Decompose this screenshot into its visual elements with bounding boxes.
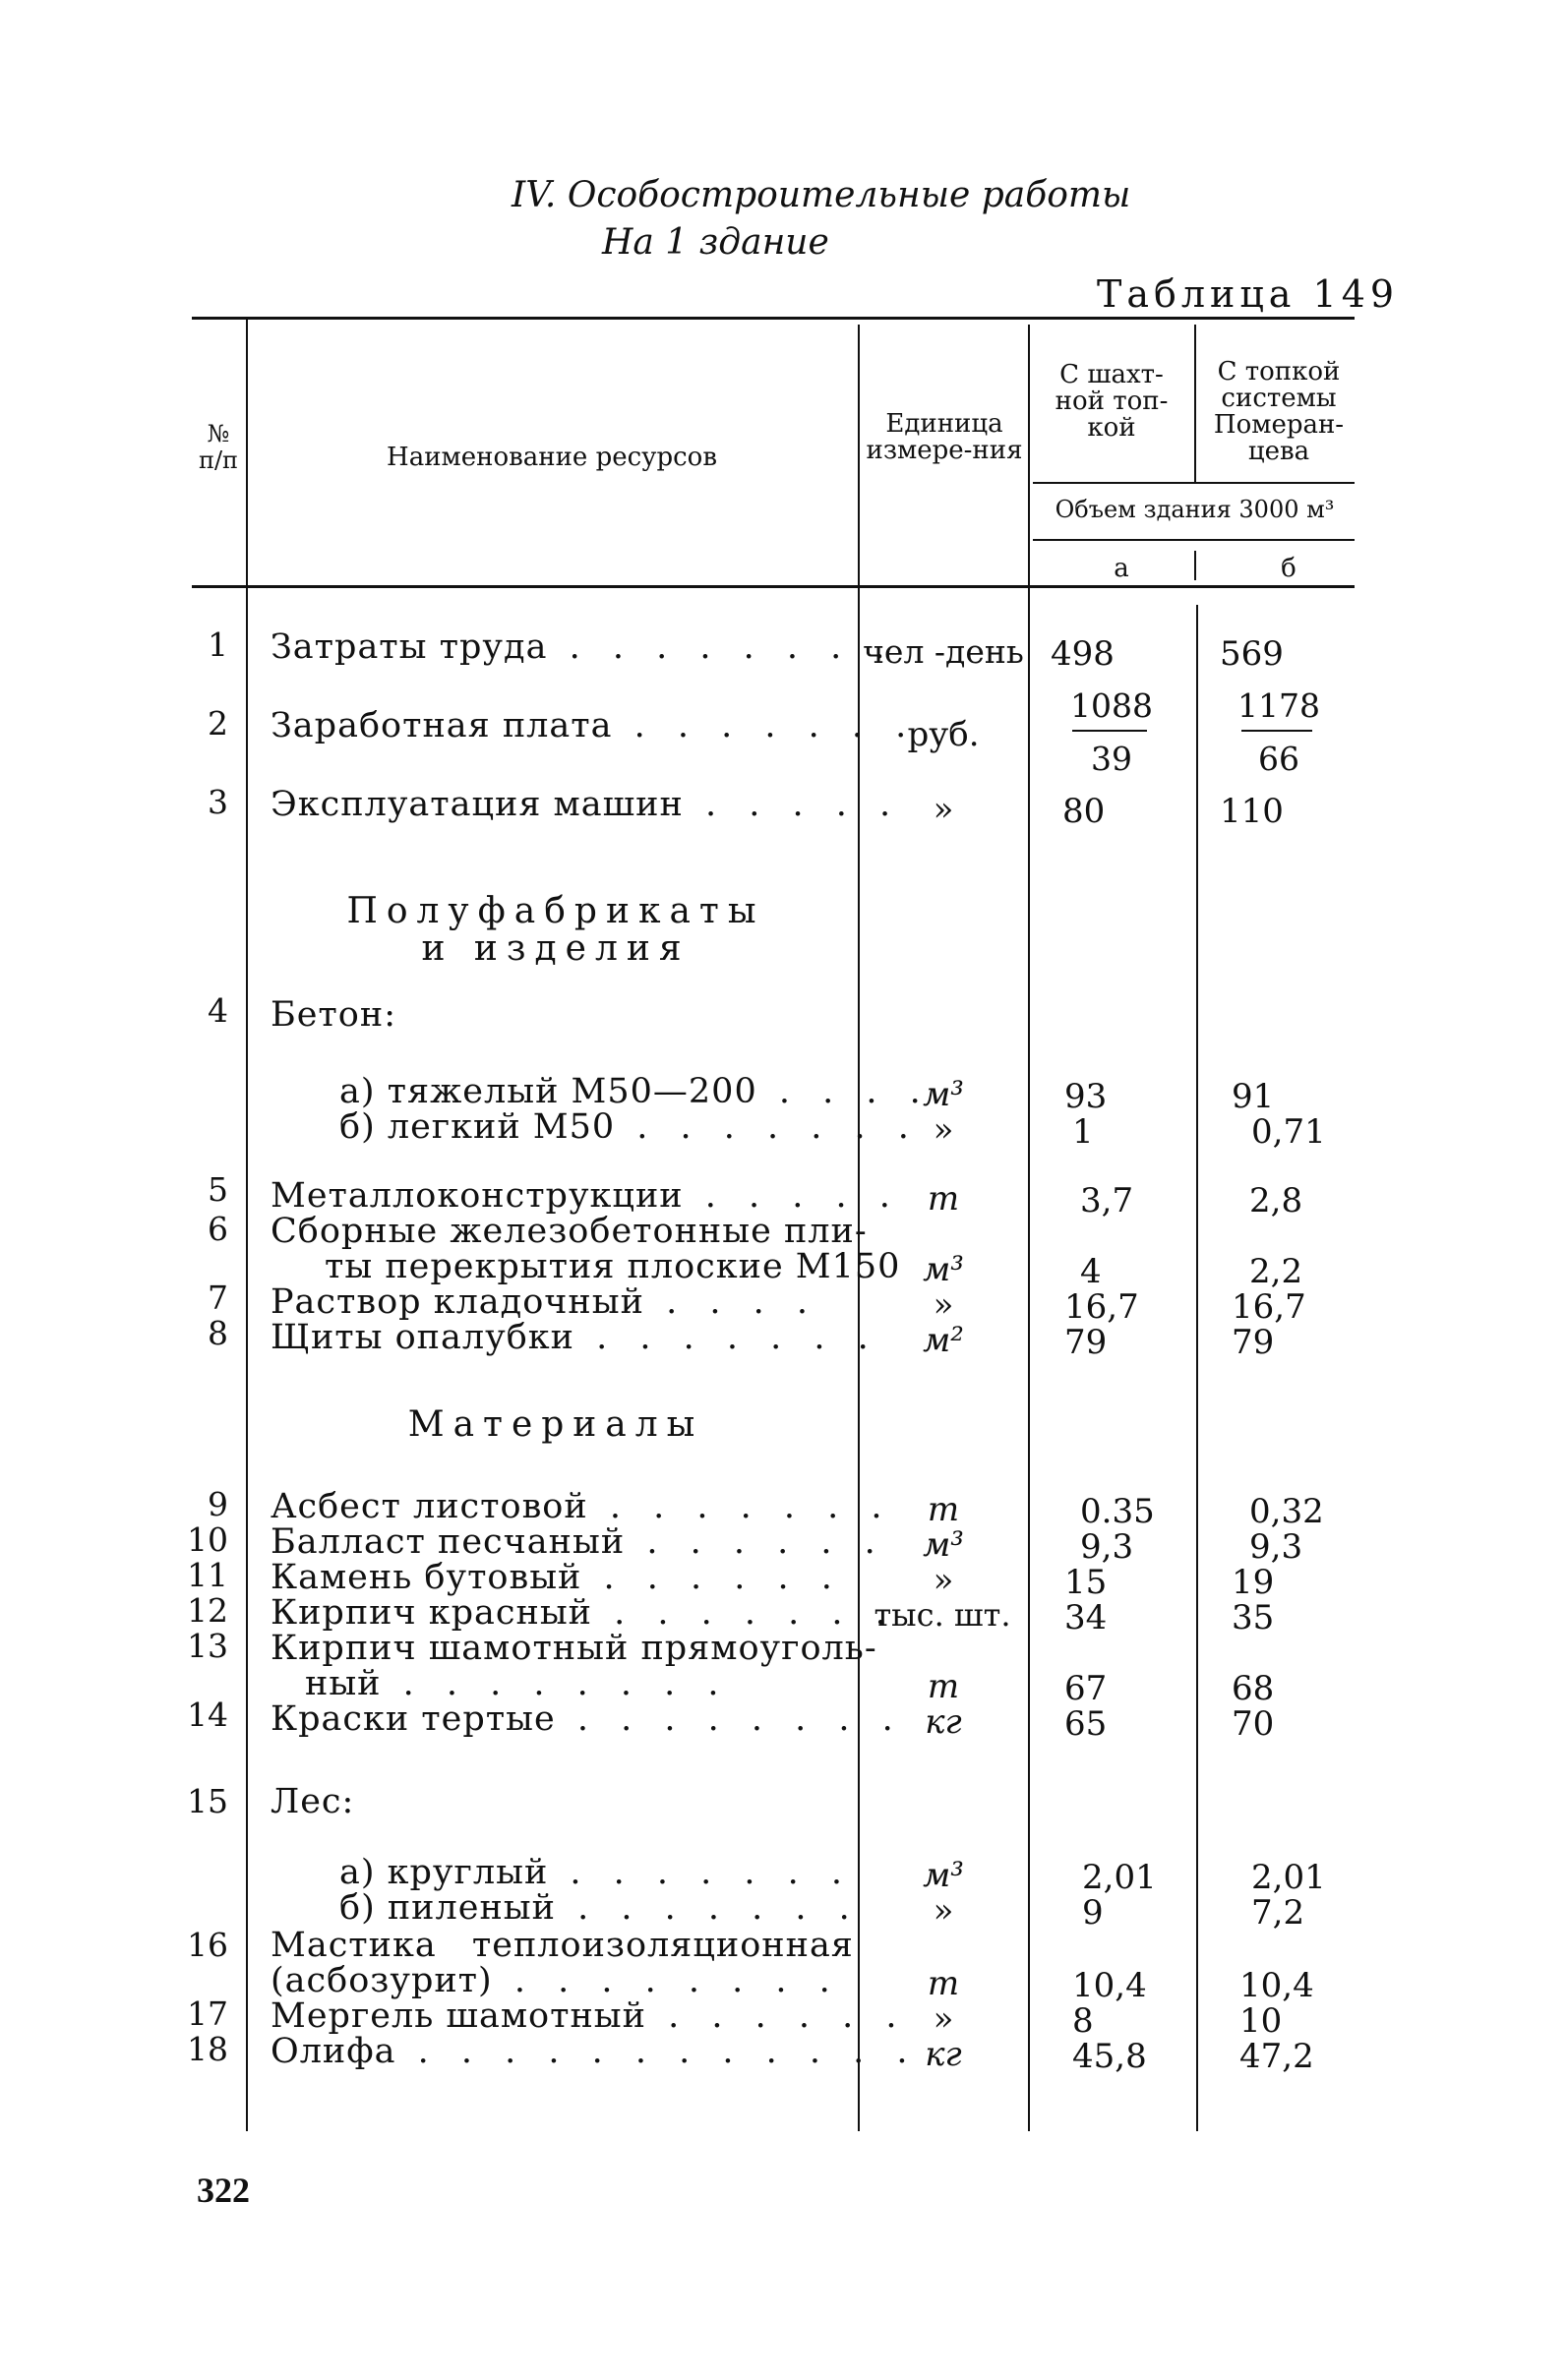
header-variant-b: С топкой системы Померан-цева	[1213, 357, 1345, 466]
row-unit: чел -день	[863, 632, 1024, 671]
row-value-b: 70	[1232, 1704, 1275, 1744]
row-unit: м³	[923, 1075, 964, 1114]
row-unit: т	[927, 1490, 960, 1529]
row-value-b-denominator: 66	[1258, 740, 1299, 778]
header-unit: Единица измере-ния	[866, 409, 1023, 465]
row-name: а) тяжелый М50—200 . . . .	[339, 1072, 932, 1111]
row-name-continued: (асбозурит) . . . . . . . .	[271, 1961, 841, 2000]
row-unit: м³	[923, 1525, 964, 1565]
row-value-a-denominator: 39	[1091, 740, 1132, 778]
row-unit: т	[927, 1179, 960, 1219]
header-bottom-rule	[192, 585, 1355, 588]
row-num: 4	[208, 991, 228, 1030]
row-name: Сборные железобетонные пли-	[271, 1212, 868, 1251]
row-num: 12	[187, 1591, 228, 1630]
row-num: 13	[187, 1627, 228, 1665]
row-value-b: 35	[1232, 1598, 1275, 1637]
row-value-b: 47,2	[1239, 2037, 1314, 2076]
row-name: Кирпич шамотный прямоуголь-	[271, 1629, 877, 1668]
row-num: 1	[208, 625, 228, 664]
row-value-b: 19	[1232, 1563, 1275, 1602]
row-value-a: 9	[1082, 1893, 1104, 1933]
row-num: 16	[187, 1926, 228, 1964]
row-name: Лес:	[271, 1782, 355, 1821]
row-name: Бетон:	[271, 995, 396, 1035]
row-value-b-numerator: 1178	[1237, 686, 1320, 725]
col-divider-ab-mid	[1194, 551, 1196, 580]
row-value-b: 2,01	[1251, 1858, 1326, 1897]
row-name: Краски тертые . . . . . . . .	[271, 1699, 904, 1739]
row-unit: руб.	[907, 715, 980, 754]
col-divider-ab	[1196, 605, 1198, 2131]
row-value-a: 93	[1064, 1077, 1108, 1116]
row-value-a: 34	[1064, 1598, 1108, 1637]
row-value-b: 10,4	[1239, 1966, 1314, 2005]
row-unit: »	[933, 790, 954, 829]
row-value-b: 9,3	[1249, 1527, 1303, 1567]
header-name: Наименование ресурсов	[387, 443, 717, 472]
row-name: Камень бутовый . . . . . .	[271, 1558, 843, 1597]
row-unit: кг	[925, 2035, 962, 2074]
row-name: а) круглый . . . . . . .	[339, 1853, 854, 1892]
col-divider-ab-top	[1194, 325, 1196, 482]
row-value-b: 16,7	[1232, 1287, 1306, 1327]
row-value-a: 67	[1064, 1669, 1108, 1708]
volume-rule-bottom	[1033, 539, 1355, 541]
row-value-b: 2,2	[1249, 1252, 1303, 1291]
row-name: Асбест листовой . . . . . . .	[271, 1487, 893, 1526]
row-value-b: 110	[1220, 792, 1284, 831]
row-unit: м³	[923, 1856, 964, 1895]
row-unit: »	[933, 1891, 954, 1931]
row-value-a: 80	[1062, 792, 1106, 831]
row-value-b: 2,8	[1249, 1181, 1303, 1220]
row-value-a: 45,8	[1072, 2037, 1147, 2076]
row-value-a: 79	[1064, 1323, 1108, 1362]
row-unit: »	[933, 1110, 954, 1150]
row-num: 5	[208, 1170, 228, 1209]
header-col-b: б	[1281, 554, 1297, 583]
row-value-b: 91	[1232, 1077, 1275, 1116]
row-value-a: 4	[1080, 1252, 1102, 1291]
row-name: Балласт песчаный . . . . . .	[271, 1522, 886, 1562]
row-name: б) пиленый . . . . . . .	[339, 1888, 861, 1928]
row-value-a: 3,7	[1080, 1181, 1134, 1220]
section-heading: Материалы	[407, 1404, 704, 1445]
row-value-a: 16,7	[1064, 1287, 1139, 1327]
row-unit: тыс. шт.	[874, 1596, 1011, 1634]
row-value-b: 79	[1232, 1323, 1275, 1362]
row-name: Щиты опалубки . . . . . . .	[271, 1318, 879, 1357]
page-number: 322	[197, 2171, 250, 2210]
row-num: 6	[208, 1210, 228, 1248]
row-value-a: 2,01	[1082, 1858, 1157, 1897]
row-num: 18	[187, 2030, 228, 2068]
row-num: 14	[187, 1696, 228, 1734]
row-value-b: 7,2	[1251, 1893, 1305, 1933]
row-name: Затраты труда . . . . . . . .	[271, 627, 896, 667]
row-name-continued: ный . . . . . . . .	[305, 1664, 730, 1703]
row-name: Эксплуатация машин . . . . .	[271, 785, 902, 824]
header-volume: Объем здания 3000 м³	[1055, 496, 1335, 523]
row-value-a: 65	[1064, 1704, 1108, 1744]
row-num: 17	[187, 1994, 228, 2033]
section-heading: Полуфабрикаты и изделия	[346, 891, 765, 969]
row-value-a-numerator: 1088	[1070, 686, 1153, 725]
row-name: б) легкий М50 . . . . . . .	[339, 1107, 920, 1147]
row-name: Мергель шамотный . . . . . .	[271, 1996, 908, 2036]
row-num: 2	[208, 704, 228, 743]
row-num: 9	[208, 1485, 228, 1523]
row-value-b: 569	[1220, 634, 1284, 674]
row-value-a: 498	[1051, 634, 1115, 674]
row-value-a: 8	[1072, 2001, 1094, 2041]
row-value-a: 9,3	[1080, 1527, 1134, 1567]
header-num: № п/п	[198, 420, 239, 474]
row-value-a: 0.35	[1080, 1492, 1155, 1531]
row-unit: »	[933, 1561, 954, 1600]
header-variant-a: С шахт-ной топ-кой	[1055, 360, 1169, 443]
row-num: 11	[187, 1556, 228, 1594]
col-divider-unit	[1028, 325, 1030, 2131]
header-col-a: а	[1114, 554, 1129, 583]
row-value-a: 15	[1064, 1563, 1108, 1602]
row-unit: т	[927, 1667, 960, 1706]
row-unit: кг	[925, 1702, 962, 1742]
row-name: Металлоконструкции . . . . .	[271, 1176, 901, 1216]
section-title: IV. Особостроительные работы	[512, 175, 1131, 215]
row-value-b: 68	[1232, 1669, 1275, 1708]
row-value-b: 0,71	[1251, 1112, 1326, 1152]
row-num: 3	[208, 783, 228, 821]
row-value-b: 10	[1239, 2001, 1283, 2041]
row-unit: м³	[923, 1250, 964, 1289]
row-value-b: 0,32	[1249, 1492, 1324, 1531]
row-name-continued: ты перекрытия плоские М150	[325, 1247, 901, 1286]
row-num: 10	[187, 1520, 228, 1559]
row-num: 8	[208, 1314, 228, 1352]
row-unit: т	[927, 1964, 960, 2003]
table-label: Таблица 149	[1097, 272, 1400, 316]
row-num: 7	[208, 1279, 228, 1317]
row-num: 15	[187, 1782, 228, 1820]
row-name: Раствор кладочный . . . .	[271, 1282, 818, 1322]
row-value-a: 10,4	[1072, 1966, 1147, 2005]
row-value-a: 1	[1072, 1112, 1094, 1152]
row-name: Олифа . . . . . . . . . . . .	[271, 2032, 919, 2071]
row-name: Мастика теплоизоляционная	[271, 1926, 854, 1965]
fraction-line-a	[1072, 730, 1147, 732]
subtitle: На 1 здание	[602, 222, 829, 263]
row-unit: »	[933, 1999, 954, 2039]
volume-rule-top	[1033, 482, 1355, 484]
row-name: Заработная плата . . . . . . .	[271, 706, 918, 745]
fraction-line-b	[1241, 730, 1312, 732]
table-top-rule	[192, 317, 1355, 320]
col-divider-num	[246, 317, 248, 2131]
row-name: Кирпич красный . . . . . . .	[271, 1593, 897, 1633]
row-unit: »	[933, 1285, 954, 1325]
row-unit: м²	[923, 1321, 964, 1360]
